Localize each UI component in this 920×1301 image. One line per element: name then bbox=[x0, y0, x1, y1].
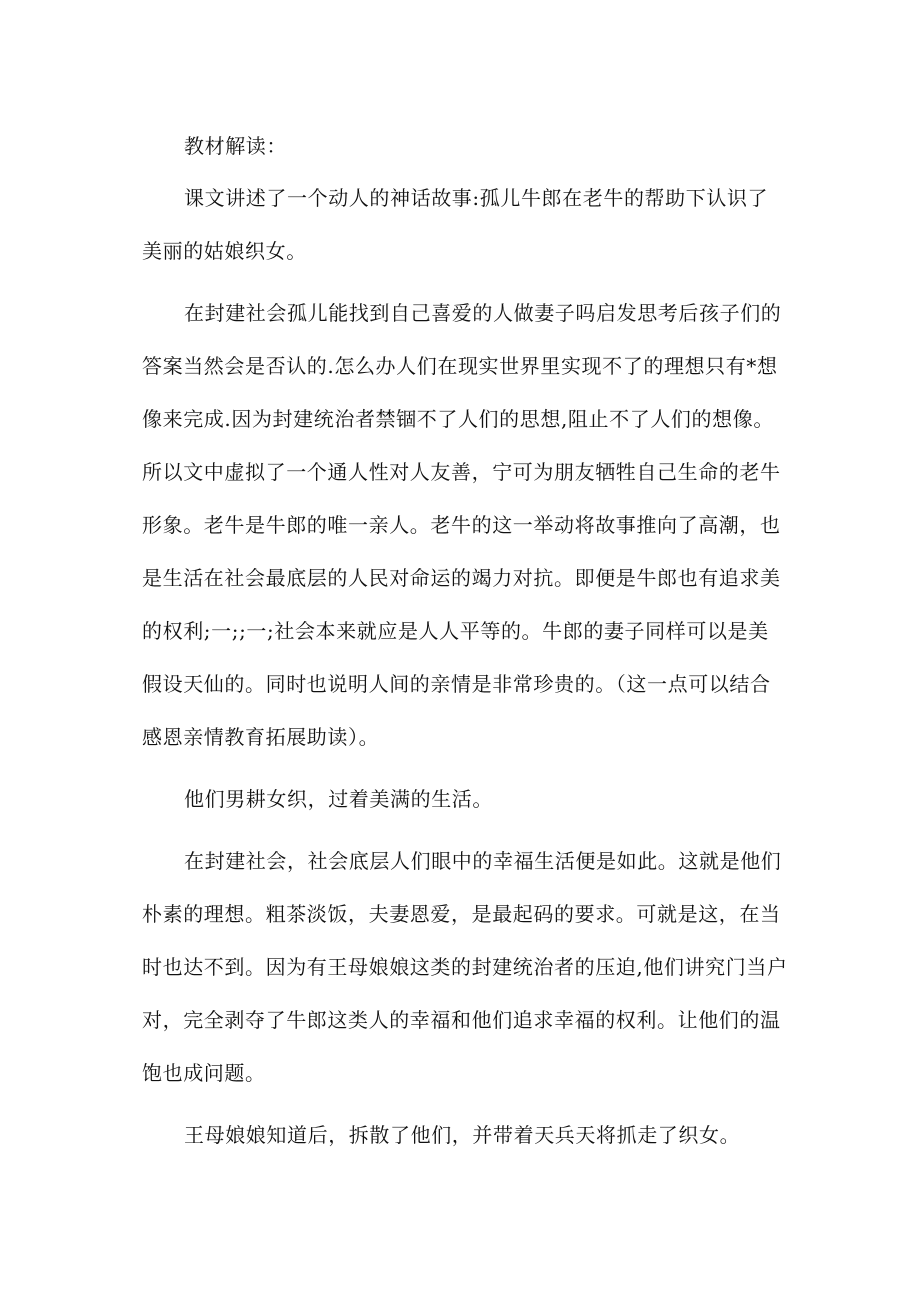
paragraph-4-line-3: 时也达不到。因为有王母娘娘这类的封建统治者的压迫,他们讲究门当户 bbox=[142, 955, 788, 979]
paragraph-2-line-7: 的权利;一;;一;社会本来就应是人人平等的。牛郎的妻子同样可以是美 bbox=[142, 619, 769, 643]
paragraph-4-line-1: 在封建社会，社会底层人们眼中的幸福生活便是如此。这就是他们 bbox=[184, 849, 782, 873]
paragraph-5-line-1: 王母娘娘知道后，拆散了他们，并带着天兵天将抓走了织女。 bbox=[184, 1123, 741, 1147]
paragraph-2-line-8: 假设天仙的。同时也说明人间的亲情是非常珍贵的。（这一点可以结合 bbox=[142, 672, 771, 696]
paragraph-2-line-3: 像来完成.因为封建统治者禁锢不了人们的思想,阻止不了人们的想像。 bbox=[142, 407, 774, 431]
paragraph-2-line-4: 所以文中虚拟了一个通人性对人友善，宁可为朋友牺牲自己生命的老牛 bbox=[142, 460, 781, 484]
paragraph-2-line-9: 感恩亲情教育拓展助读）。 bbox=[142, 725, 380, 749]
section-heading: 教材解读： bbox=[184, 134, 287, 158]
paragraph-2-line-5: 形象。老牛是牛郎的唯一亲人。老牛的这一举动将故事推向了高潮，也 bbox=[142, 513, 781, 537]
paragraph-2-line-1: 在封建社会孤儿能找到自己喜爱的人做妻子吗启发思考后孩子们的 bbox=[184, 301, 782, 325]
paragraph-1-line-1: 课文讲述了一个动人的神话故事:孤儿牛郎在老牛的帮助下认识了 bbox=[184, 186, 769, 210]
paragraph-4-line-2: 朴素的理想。粗茶淡饭，夫妻恩爱，是最起码的要求。可就是这，在当 bbox=[142, 902, 781, 926]
paragraph-3-line-1: 他们男耕女织，过着美满的生活。 bbox=[184, 787, 493, 811]
paragraph-4-line-5: 饱也成问题。 bbox=[142, 1061, 266, 1085]
paragraph-2-line-2: 答案当然会是否认的.怎么办人们在现实世界里实现不了的理想只有*想 bbox=[142, 354, 778, 378]
paragraph-1-line-2: 美丽的姑娘织女。 bbox=[142, 239, 307, 263]
paragraph-4-line-4: 对，完全剥夺了牛郎这类人的幸福和他们追求幸福的权利。让他们的温 bbox=[142, 1008, 781, 1032]
paragraph-2-line-6: 是生活在社会最底层的人民对命运的竭力对抗。即便是牛郎也有追求美 bbox=[142, 566, 781, 590]
